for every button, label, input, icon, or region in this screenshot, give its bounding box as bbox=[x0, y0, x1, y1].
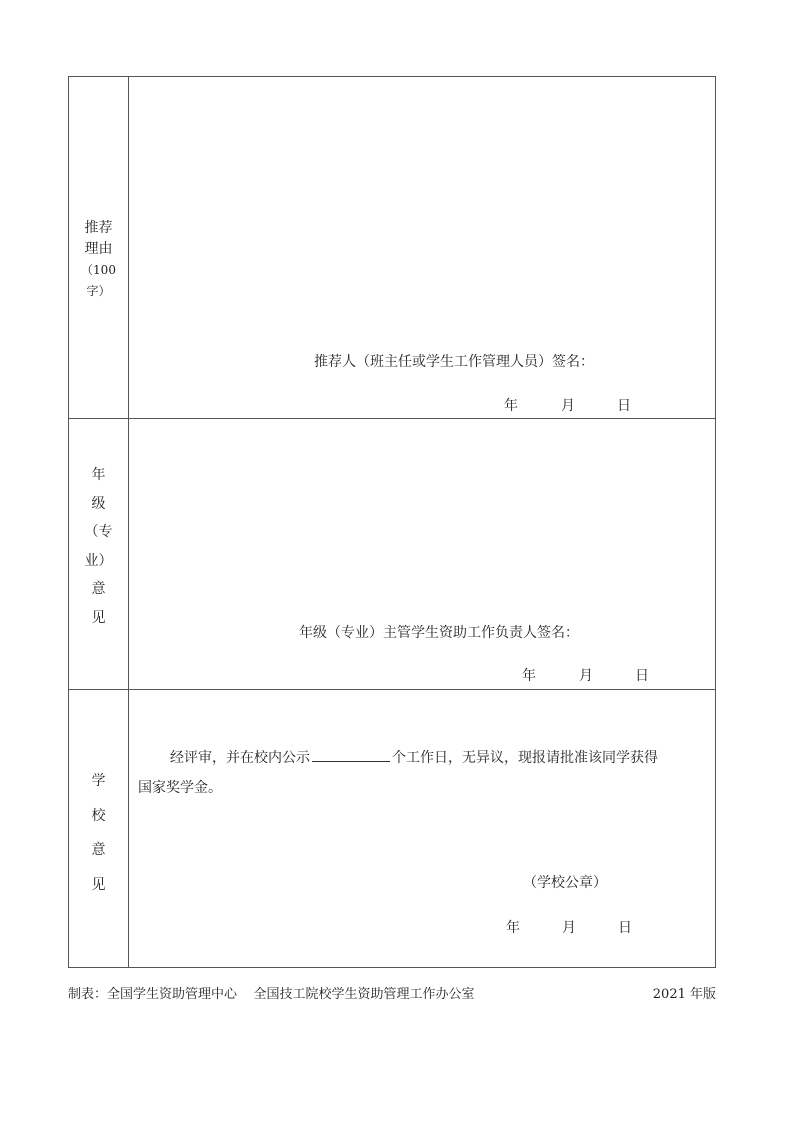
label-line: 推荐 bbox=[84, 220, 113, 236]
recommend-date-day: 日 bbox=[617, 398, 631, 414]
school-date-month: 月 bbox=[562, 920, 576, 936]
grade-date-year: 年 bbox=[522, 668, 536, 684]
footer-maker: 制表：全国学生资助管理中心 全国技工院校学生资助管理工作办公室 bbox=[68, 987, 475, 1002]
row-divider-2 bbox=[69, 689, 715, 690]
label-line: （100 bbox=[81, 263, 116, 277]
grade-date-day: 日 bbox=[635, 668, 649, 684]
label-char: （专 bbox=[84, 524, 113, 540]
label-line: 理由 bbox=[84, 241, 113, 257]
grade-supervisor-signature: 年级（专业）主管学生资助工作负责人签名： bbox=[299, 625, 579, 641]
recommend-reason-label bbox=[69, 218, 128, 302]
school-opinion-text bbox=[170, 747, 658, 767]
school-date-day: 日 bbox=[618, 920, 632, 936]
label-char: 见 bbox=[91, 609, 106, 626]
opinion-part: 个工作日，无异议，现报请批准该同学获得 bbox=[392, 750, 658, 766]
recommend-date-month: 月 bbox=[561, 398, 575, 414]
grade-opinion-label bbox=[69, 461, 128, 632]
label-char: 见 bbox=[91, 876, 106, 893]
opinion-part: 经评审，并在校内公示 bbox=[170, 750, 310, 766]
school-seal: （学校公章） bbox=[523, 875, 607, 891]
school-opinion-text-line2: 国家奖学金。 bbox=[138, 780, 222, 796]
row-divider-1 bbox=[69, 418, 715, 419]
application-form-table bbox=[68, 76, 716, 968]
label-char: 级 bbox=[91, 495, 106, 512]
grade-date-month: 月 bbox=[579, 668, 593, 684]
label-char: 校 bbox=[91, 807, 106, 824]
school-opinion-label bbox=[69, 764, 128, 902]
label-char: 意 bbox=[91, 842, 106, 858]
recommender-signature: 推荐人（班主任或学生工作管理人员）签名： bbox=[314, 354, 594, 370]
recommend-date-year: 年 bbox=[504, 398, 518, 414]
label-char: 意 bbox=[91, 581, 106, 597]
days-blank-field[interactable] bbox=[312, 747, 390, 762]
column-divider bbox=[128, 77, 129, 967]
footer-version: 2021 年版 bbox=[652, 987, 716, 1002]
label-char: 年 bbox=[91, 467, 106, 483]
label-char: 业） bbox=[84, 552, 113, 569]
label-char: 学 bbox=[91, 773, 106, 789]
school-date-year: 年 bbox=[506, 920, 520, 936]
label-line: 字） bbox=[86, 284, 111, 298]
